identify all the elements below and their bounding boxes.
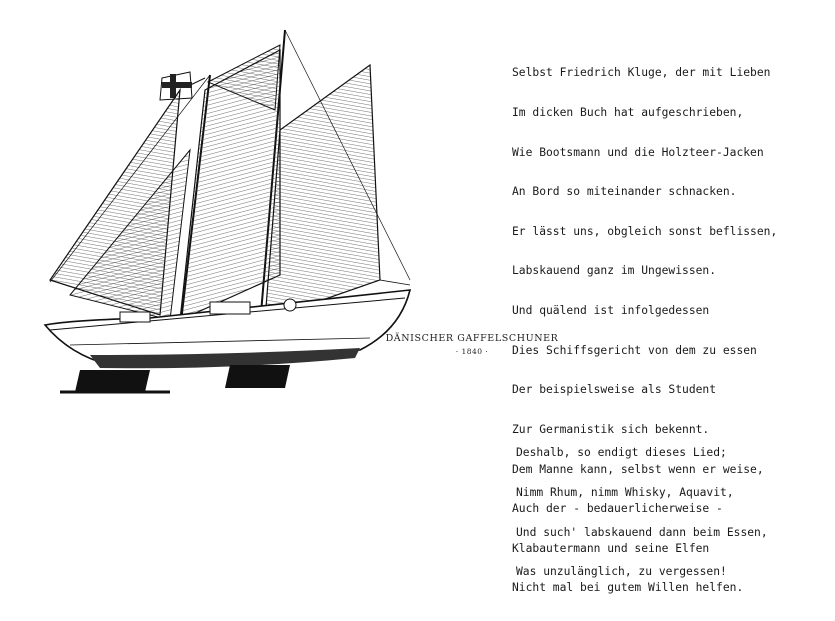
poem-line: Nicht mal bei gutem Willen helfen. <box>512 581 744 595</box>
poem-line: Und quälend ist infolgedessen <box>512 304 710 318</box>
poem-line: Was unzulänglich, zu vergessen! <box>516 565 727 579</box>
poem-line: Der beispielsweise als Student <box>512 383 717 397</box>
poem-line: Klabautermann und seine Elfen <box>512 541 710 555</box>
poem-line: Er lässt uns, obgleich sonst beflissen, <box>512 224 778 238</box>
poem-line: Zur Germanistik sich bekennt. <box>512 422 710 436</box>
caption-title: DÄNISCHER GAFFELSCHUNER <box>385 333 559 344</box>
poem-line: Deshalb, so endigt dieses Lied; <box>516 446 727 460</box>
poem-final-stanza <box>516 420 768 605</box>
poem-line: Dies Schiffsgericht von dem zu essen <box>512 343 757 357</box>
poem-line: Labskauend ganz im Ungewissen. <box>512 264 717 278</box>
poem-line: Und such' labskauend dann beim Essen, <box>516 525 768 539</box>
poem-line: Wie Bootsmann und die Holzteer-Jacken <box>512 145 764 159</box>
poem-line: An Bord so miteinander schnacken. <box>512 185 737 199</box>
poem-line: Im dicken Buch hat aufgeschrieben, <box>512 106 744 120</box>
poem-line: Auch der - bedauerlicherweise - <box>512 502 723 516</box>
poem-line: Nimm Rhum, nimm Whisky, Aquavit, <box>516 486 734 500</box>
poem-line: Dem Manne kann, selbst wenn er weise, <box>512 462 764 476</box>
flag-icon <box>160 72 205 100</box>
poem-line: Selbst Friedrich Kluge, der mit Lieben <box>512 66 771 80</box>
caption-year: · 1840 · <box>455 347 489 356</box>
